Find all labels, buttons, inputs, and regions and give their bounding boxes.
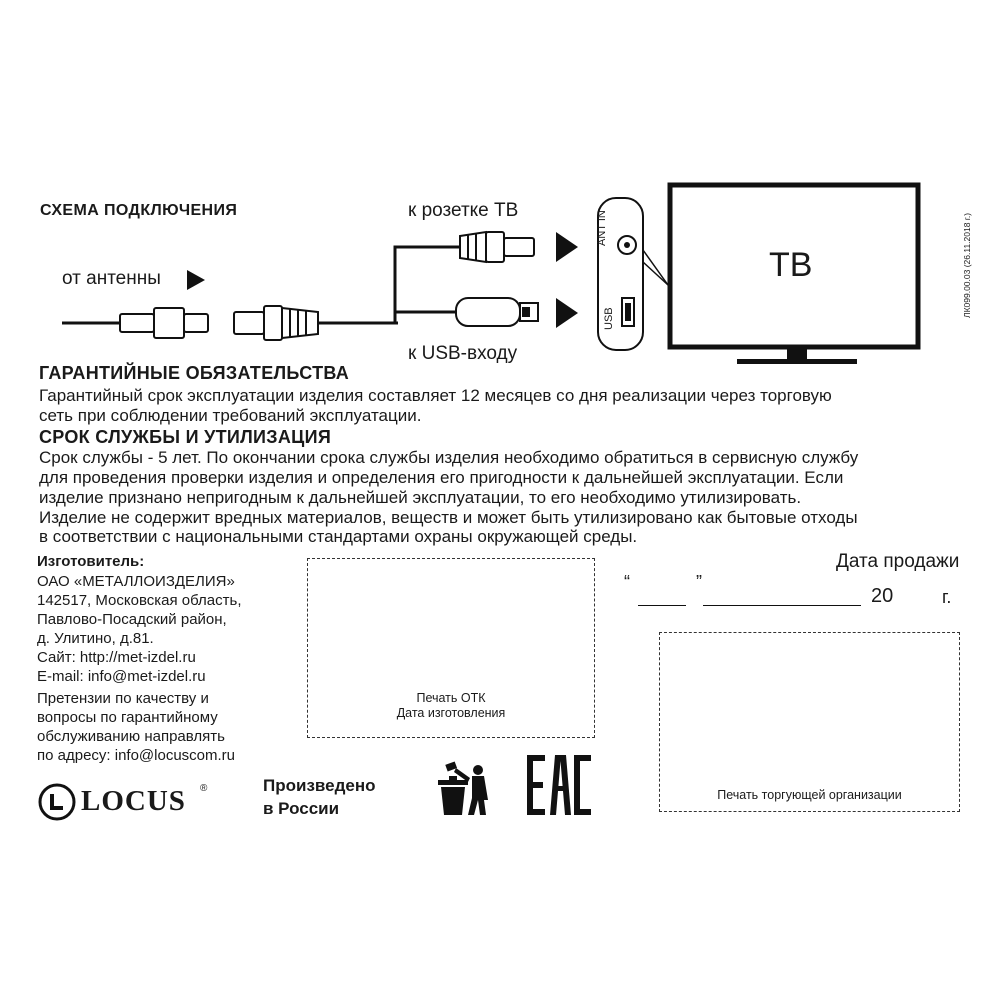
sale-date-label: Дата продажи <box>836 551 960 572</box>
ant-in-port-label: ANT IN <box>596 210 608 246</box>
sale-day-field[interactable] <box>638 605 686 606</box>
seller-stamp-label: Печать торгующей организации <box>717 788 902 802</box>
to-tv-socket-label: к розетке ТВ <box>408 200 519 221</box>
arrow-to-usb-icon <box>556 298 578 328</box>
warranty-line-2: сеть при соблюдении требований эксплуатации. <box>39 406 422 425</box>
service-line: изделие признано непригодным к дальнейшей эксплуатации, то его необходимо утилизировать. <box>39 488 802 507</box>
claims-line: вопросы по гарантийному <box>37 709 218 726</box>
warranty-heading: ГАРАНТИЙНЫЕ ОБЯЗАТЕЛЬСТВА <box>39 363 350 383</box>
manufacture-date-label: Дата изготовления <box>396 706 506 720</box>
claims-line: Претензии по качеству и <box>37 690 209 707</box>
otk-stamp-label: Печать ОТК <box>416 691 486 705</box>
manufacturer-heading: Изготовитель: <box>37 553 145 570</box>
seller-stamp-box <box>659 632 960 812</box>
manufacturer-line: ОАО «МЕТАЛЛОИЗДЕЛИЯ» <box>37 573 235 590</box>
adapter-plug-icon <box>234 306 318 340</box>
manufacturer-site[interactable]: Сайт: http://met-izdel.ru <box>37 649 196 666</box>
tv-coax-plug-icon <box>460 232 534 262</box>
quote-close: ” <box>696 572 702 592</box>
brand-logo-text: LOCUS <box>81 785 186 817</box>
to-usb-label: к USB-входу <box>408 343 518 364</box>
sale-year-suffix: г. <box>942 587 952 607</box>
usb-plug-icon <box>456 298 538 326</box>
from-antenna-label: от антенны <box>62 268 161 289</box>
made-in-line-1: Произведено <box>263 776 376 795</box>
usb-port-label: USB <box>603 307 615 330</box>
manufacturer-email[interactable]: E-mail: info@met-izdel.ru <box>37 668 206 685</box>
manufacturer-line: Павлово-Посадский район, <box>37 611 227 628</box>
tv-label: ТВ <box>769 246 813 284</box>
diagram-title: СХЕМА ПОДКЛЮЧЕНИЯ <box>40 202 238 219</box>
made-in-line-2: в России <box>263 799 340 818</box>
service-line: в соответствии с национальными стандартами охраны окружающей среды. <box>39 527 638 546</box>
sale-month-field[interactable] <box>703 605 861 606</box>
antenna-plug-icon <box>120 308 208 338</box>
claims-line: обслуживанию направлять <box>37 728 225 745</box>
manufacturer-line: д. Улитино, д.81. <box>37 630 154 647</box>
manufacturer-line: 142517, Московская область, <box>37 592 242 609</box>
tv-stand <box>737 359 857 364</box>
arrow-to-ant-icon <box>556 232 578 262</box>
sale-year-prefix: 20 <box>871 585 894 607</box>
warranty-line-1: Гарантийный срок эксплуатации изделия составляет 12 месяцев со дня реализации через торговую <box>39 386 832 405</box>
service-line: Срок службы - 5 лет. По окончании срока службы изделия необходимо обратиться в сервисную службу <box>39 448 859 467</box>
quote-open: “ <box>624 572 630 592</box>
antenna-arrow-icon <box>187 270 205 290</box>
service-line: для проведения проверки изделия и определения его пригодности к дальнейшей эксплуатации. Если <box>39 468 844 487</box>
claims-email[interactable]: по адресу: info@locuscom.ru <box>37 747 236 764</box>
brand-registered-mark: ® <box>200 783 208 794</box>
service-line: Изделие не содержит вредных материалов, веществ и может быть утилизировано как бытовые отходы <box>39 508 858 527</box>
document-code: ЛК099.00.03 (26.11.2018 г.) <box>962 212 972 318</box>
service-heading: СРОК СЛУЖБЫ И УТИЛИЗАЦИЯ <box>39 427 332 447</box>
otk-stamp-box <box>307 558 595 738</box>
